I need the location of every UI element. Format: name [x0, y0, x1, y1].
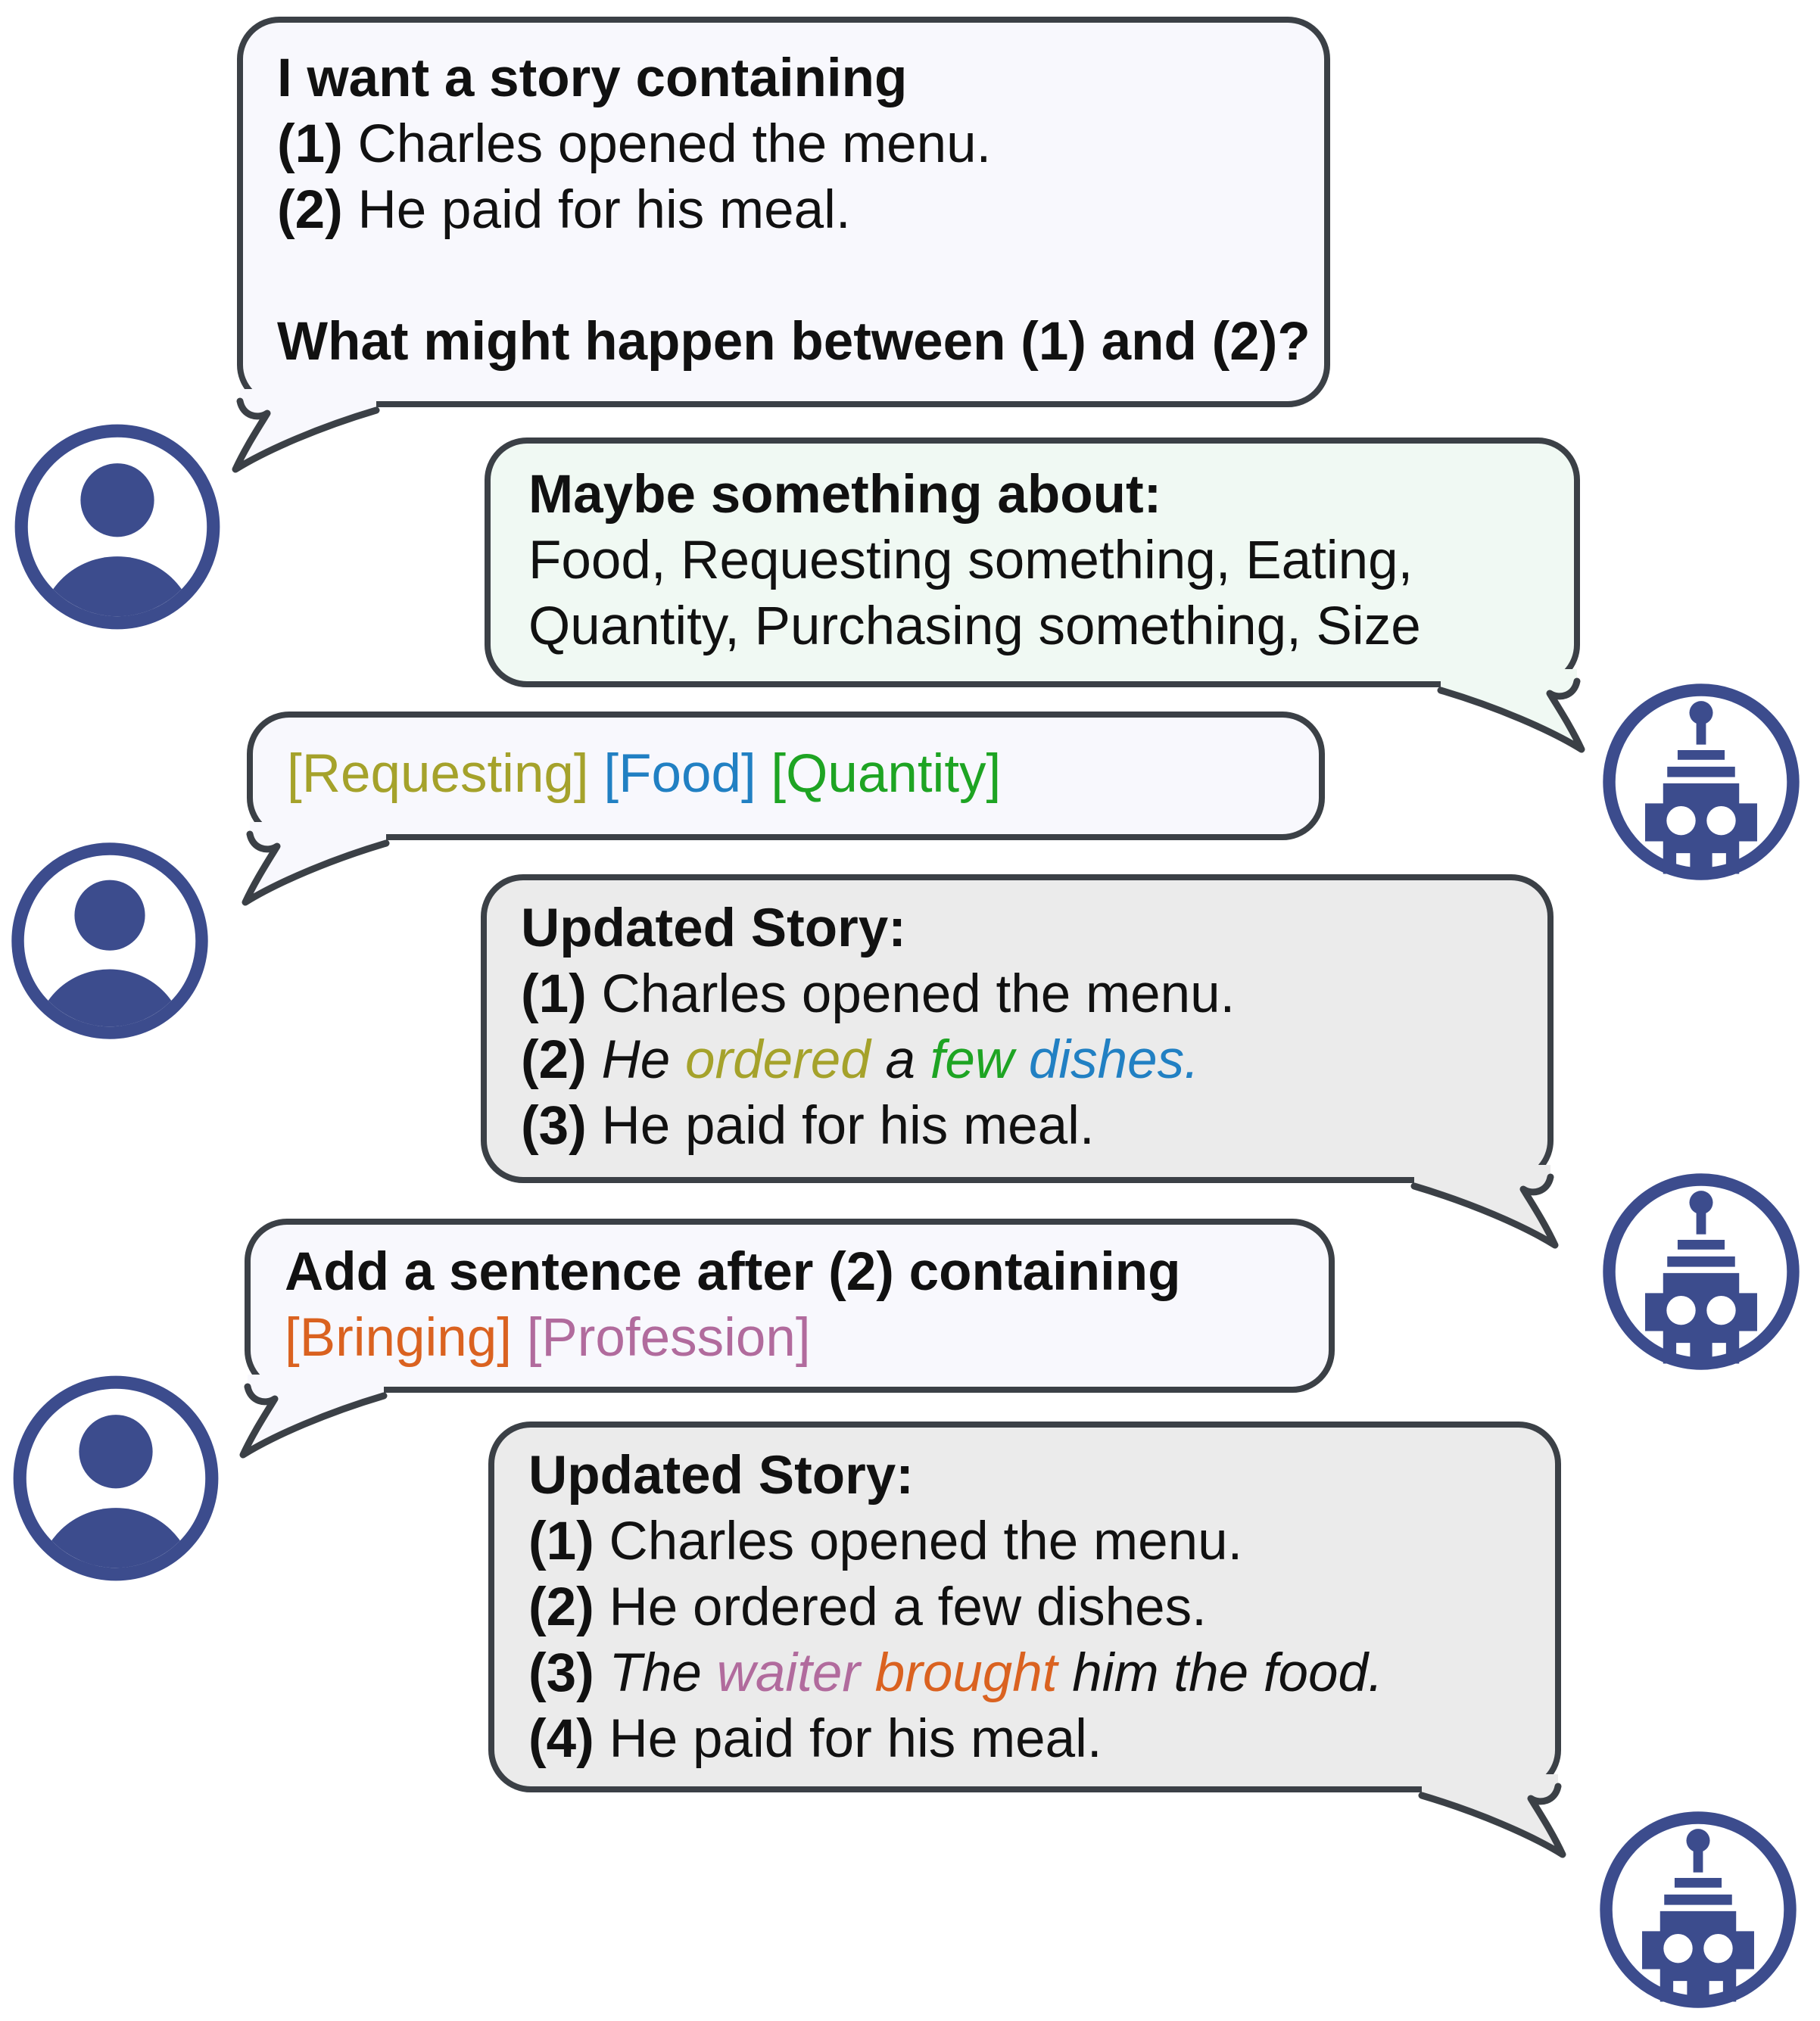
message-line — [521, 961, 1529, 1027]
person-icon — [6, 837, 213, 1045]
text-segment: Quantity, Purchasing something, Size — [528, 596, 1421, 656]
tag-profession: [Profession] — [526, 1308, 811, 1368]
message-line — [277, 309, 1310, 375]
speech-tail — [231, 400, 382, 483]
text-segment: (2) — [521, 1030, 602, 1090]
tag-word-waiter: waiter — [716, 1643, 875, 1703]
text-segment: (1) — [528, 1512, 609, 1571]
text-segment: Charles opened the menu. — [609, 1512, 1243, 1571]
robot-icon — [1597, 1168, 1805, 1375]
message-line — [521, 1027, 1529, 1093]
tag-word-ordered: ordered — [685, 1030, 886, 1090]
message-line — [277, 177, 1305, 243]
text-segment: Updated Story: — [528, 1446, 914, 1506]
text-segment: him the food. — [1072, 1643, 1383, 1703]
text-segment: Charles opened the menu. — [357, 114, 992, 174]
text-segment: (2) — [528, 1577, 609, 1637]
user-bubble-1 — [237, 17, 1330, 407]
bot-bubble-2 — [481, 874, 1554, 1183]
text-segment: (2) — [277, 180, 358, 240]
text-segment: He paid for his meal. — [601, 1096, 1095, 1156]
message-line — [528, 1640, 1536, 1706]
message-line — [528, 462, 1555, 528]
speech-tail — [1416, 1785, 1567, 1868]
message-line — [528, 1443, 1536, 1509]
text-segment: He ordered a few dishes. — [609, 1577, 1207, 1637]
text-segment: Charles opened the menu. — [601, 964, 1236, 1024]
tag-quantity: [Quantity] — [771, 744, 1002, 804]
tag-word-dishes: dishes. — [1028, 1030, 1199, 1090]
user-bubble-3 — [245, 1219, 1335, 1393]
message-line — [287, 741, 1300, 807]
text-segment: Food, Requesting something, Eating, — [528, 531, 1413, 590]
text-segment: I want a story containing — [277, 48, 908, 108]
text-segment: He paid for his meal. — [609, 1709, 1102, 1769]
message-line — [528, 593, 1555, 659]
speech-tail — [238, 1385, 390, 1468]
robot-icon — [1597, 678, 1805, 886]
robot-icon — [1594, 1806, 1802, 2013]
text-segment: a — [885, 1030, 930, 1090]
tag-bringing: [Bringing] — [285, 1308, 512, 1368]
message-line — [277, 45, 1305, 111]
message-line — [521, 895, 1529, 961]
text-segment: What might happen between (1) and (2)? — [277, 312, 1310, 372]
tag-food: [Food] — [603, 744, 756, 804]
text-segment: He — [601, 1030, 685, 1090]
person-icon — [8, 1370, 224, 1587]
text-segment — [589, 744, 604, 804]
tag-word-few: few — [930, 1030, 1029, 1090]
text-segment: (3) — [528, 1643, 609, 1703]
tag-requesting: [Requesting] — [287, 744, 589, 804]
person-icon — [9, 419, 226, 635]
message-line — [285, 1305, 1310, 1371]
message-line — [521, 1093, 1529, 1159]
bot-bubble-3 — [488, 1422, 1561, 1792]
message-line — [277, 111, 1305, 177]
user-bubble-2 — [247, 712, 1325, 840]
text-segment: Add a sentence after (2) containing — [285, 1242, 1181, 1302]
speech-tail — [1435, 680, 1586, 763]
text-segment: (1) — [521, 964, 602, 1024]
tag-word-brought: brought — [874, 1643, 1073, 1703]
text-segment: Updated Story: — [521, 898, 906, 958]
speech-tail — [1408, 1176, 1560, 1259]
text-segment: (1) — [277, 114, 358, 174]
message-line — [528, 1574, 1536, 1640]
message-line — [528, 528, 1555, 593]
text-segment: The — [609, 1643, 717, 1703]
text-segment — [512, 1308, 527, 1368]
message-line — [528, 1509, 1536, 1574]
blank-line — [277, 243, 1305, 309]
text-segment — [756, 744, 771, 804]
message-line — [285, 1239, 1310, 1305]
text-segment: He paid for his meal. — [357, 180, 851, 240]
text-segment: (4) — [528, 1709, 609, 1769]
text-segment: Maybe something about: — [528, 465, 1162, 525]
speech-tail — [241, 833, 392, 916]
bot-bubble-1 — [485, 438, 1580, 687]
text-segment: (3) — [521, 1096, 602, 1156]
message-line — [528, 1706, 1536, 1772]
